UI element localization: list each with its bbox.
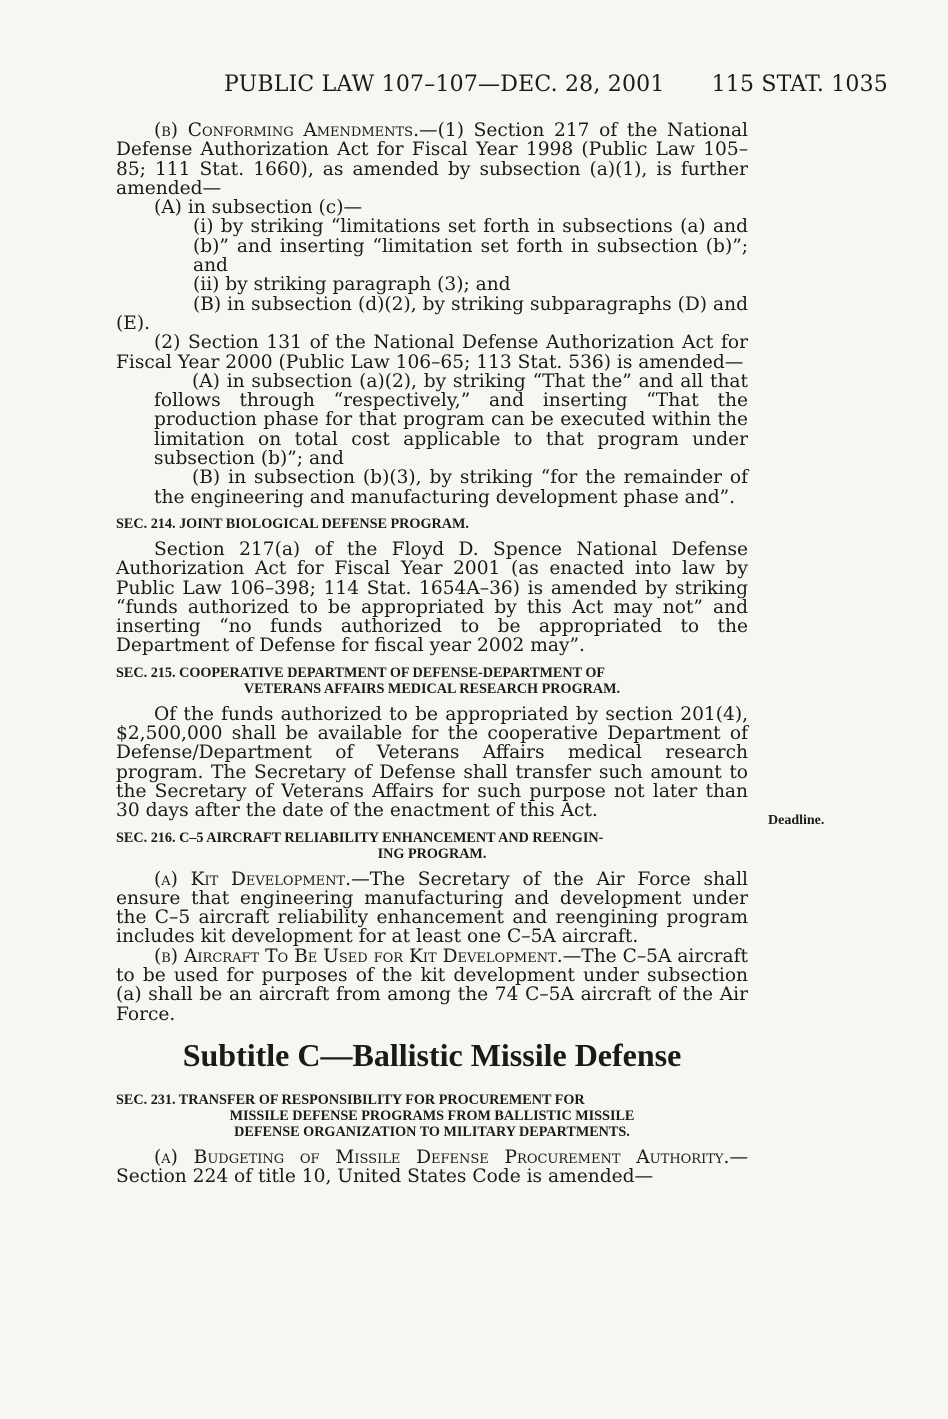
conforming-amendments-label: (b) Conforming Amendments. [154, 120, 420, 141]
sec-231-a-label: (a) Budgeting of Missile Defense Procurement Authority. [154, 1146, 730, 1168]
sec-216-b-text: —The C–5A aircraft to be used for purposes of the kit development under subsection (a) shall be an aircraft from among the 74 C–5A aircraft of the Air Force. [116, 945, 748, 1025]
sec-215-heading-line1: SEC. 215. COOPERATIVE DEPARTMENT OF DEFENSE-DEPARTMENT OF [116, 664, 606, 681]
sec-231-heading-line3: DEFENSE ORGANIZATION TO MILITARY DEPARTMENTS. [234, 1123, 630, 1140]
clause-A: (A) in subsection (c)— [154, 197, 363, 219]
sec-214-body: Section 217(a) of the Floyd D. Spence National Defense Authorization Act for Fiscal Year 2001 (as enacted into law by Public Law 106–398; 114 Stat. 1654A–36) is amended by striking “funds authorized to be appropriated by this Act may not” and inserting “no funds authorized to be appropriated to the Department of Defense for fiscal year 2002 may”. [116, 538, 748, 657]
clause-A-i: (i) by striking “limitations set forth in subsections (a) and (b)” and inserting “limitation set forth in subsection (b)”; and [193, 216, 748, 277]
sec-216-heading-line2: ING PROGRAM. [377, 845, 487, 862]
page-header [0, 72, 948, 104]
paragraph-2-A: (A) in subsection (a)(2), by striking “That the” and all that follows through “respectively,” and inserting “That the production phase for that program can be executed within the limitation on total cost applicable to that program under subsection (b)”; and [154, 370, 748, 470]
stat-page-number: 115 STAT. 1035 [711, 72, 888, 97]
sec-216-heading [116, 830, 748, 862]
sec-216-heading-line1: SEC. 216. C–5 AIRCRAFT RELIABILITY ENHANCEMENT AND REENGIN- [116, 829, 604, 846]
sec-231-a [116, 1148, 748, 1187]
sec-215-body: Of the funds authorized to be appropriated by section 201(4), $2,500,000 shall be available for the cooperative Department of Defense/Department of Veterans Affairs medical research program. The Secretary of Defense shall transfer such amount to the Secretary of Veterans Affairs for such purpose not later than 30 days after the date of the enactment of this Act. [116, 703, 748, 822]
sec-216-a-text: —The Secretary of the Air Force shall ensure that engineering manufacturing and development under the C–5 aircraft reliability enhancement and reengining program includes kit development for at least one C–5A aircraft. [116, 868, 749, 948]
sec-215-heading-line2: VETERANS AFFAIRS MEDICAL RESEARCH PROGRAM. [243, 680, 621, 697]
sec-216-a [116, 870, 748, 947]
sec-231-heading-line2: MISSILE DEFENSE PROGRAMS FROM BALLISTIC MISSILE [229, 1107, 635, 1124]
clause-B: (B) in subsection (d)(2), by striking subparagraphs (D) and (E). [116, 293, 748, 334]
sec-216-a-label: (a) Kit Development. [154, 868, 352, 890]
paragraph-2-B: (B) in subsection (b)(3), by striking “for the remainder of the engineering and manufacturing development phase and”. [154, 467, 748, 508]
sec-215-heading [116, 665, 748, 697]
page-body [116, 121, 748, 1186]
running-title: PUBLIC LAW 107–107—DEC. 28, 2001 [224, 72, 665, 97]
subtitle-heading: Subtitle C—Ballistic Missile Defense [182, 1036, 682, 1073]
sec-214-heading: SEC. 214. JOINT BIOLOGICAL DEFENSE PROGRAM. [116, 515, 469, 532]
conforming-amendments-para [116, 121, 748, 198]
conforming-amendments-text: —(1) Section 217 of the National Defense Authorization Act for Fiscal Year 1998 (Public Law 105–85; 111 Stat. 1660), as amended by subsection (a)(1), is further amended— [116, 120, 748, 199]
sec-216-b [116, 947, 748, 1024]
sec-216-b-label: (b) Aircraft To Be Used for Kit Development. [154, 945, 563, 967]
sec-231-heading-line1: SEC. 231. TRANSFER OF RESPONSIBILITY FOR PROCUREMENT FOR [116, 1091, 585, 1108]
sec-231-a-text: —Section 224 of title 10, United States Code is amended— [116, 1146, 748, 1188]
paragraph-2: (2) Section 131 of the National Defense Authorization Act for Fiscal Year 2000 (Public Law 106–65; 113 Stat. 536) is amended— [116, 332, 748, 373]
sec-231-heading [116, 1092, 748, 1140]
deadline-margin-note: Deadline. [768, 813, 825, 828]
clause-A-ii: (ii) by striking paragraph (3); and [193, 274, 511, 296]
